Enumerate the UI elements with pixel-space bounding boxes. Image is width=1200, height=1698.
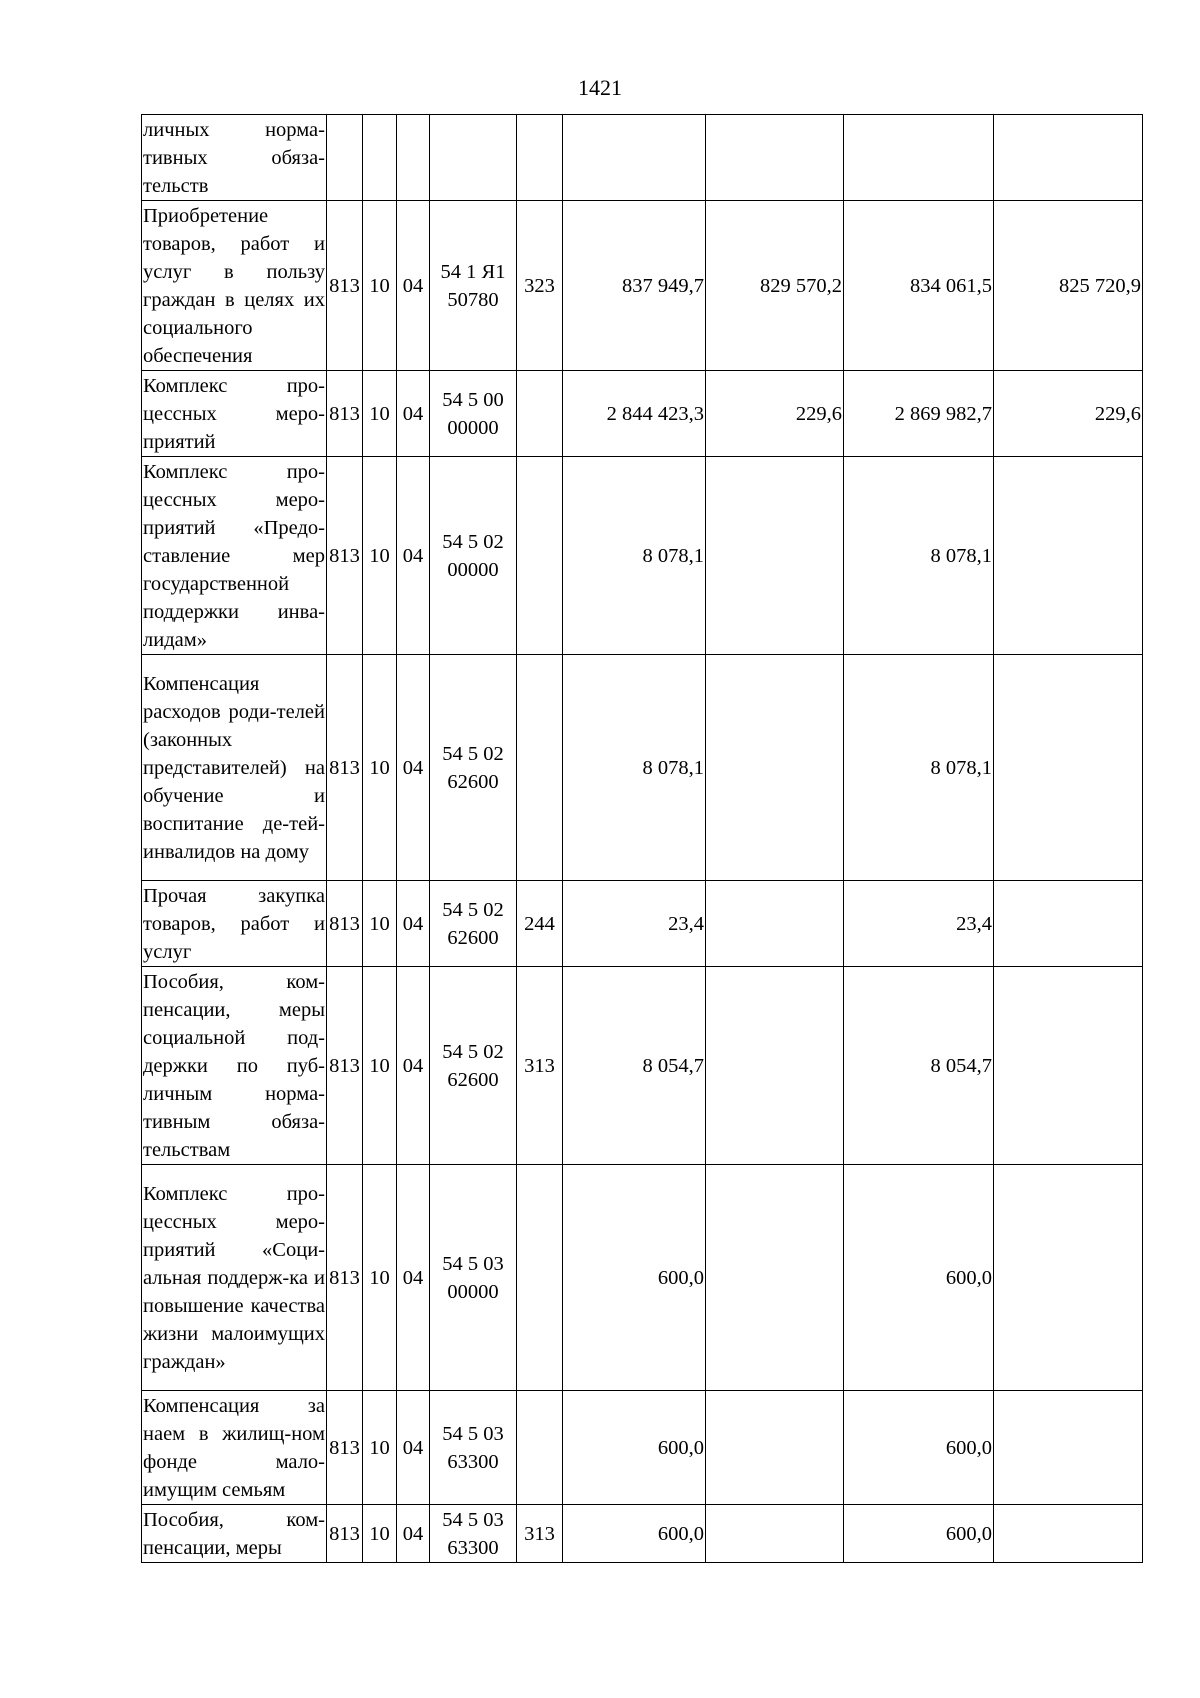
amount-2	[706, 115, 844, 201]
amount-2	[706, 881, 844, 967]
row-name: Пособия, ком-пенсации, меры социальной под-держки по пуб-личным норма-тивным обяза-тельствам	[142, 967, 327, 1165]
amount-1: 23,4	[563, 881, 706, 967]
target-article-code: 54 5 02 62600	[430, 655, 517, 881]
ministry-code: 813	[327, 1505, 363, 1563]
amount-4	[994, 967, 1143, 1165]
amount-3: 600,0	[844, 1165, 994, 1391]
table-row	[142, 655, 1143, 881]
budget-table	[141, 114, 1143, 1563]
amount-2: 829 570,2	[706, 201, 844, 371]
expense-type-code: 244	[517, 881, 563, 967]
amount-3: 834 061,5	[844, 201, 994, 371]
section-code: 10	[363, 967, 397, 1165]
amount-4	[994, 1391, 1143, 1505]
section-code: 10	[363, 457, 397, 655]
expense-type-code	[517, 1165, 563, 1391]
target-article-code: 54 5 02 62600	[430, 967, 517, 1165]
amount-2	[706, 1391, 844, 1505]
section-code: 10	[363, 881, 397, 967]
subsection-code: 04	[397, 881, 430, 967]
ministry-code: 813	[327, 1391, 363, 1505]
expense-type-code: 313	[517, 967, 563, 1165]
expense-type-code	[517, 457, 563, 655]
row-name: Приобретение товаров, работ и услуг в пользу граждан в целях их социального обеспечения	[142, 201, 327, 371]
row-name: Компенсация расходов роди-телей (законных представителей) на обучение и воспитание де-тей-инвалидов на дому	[142, 655, 327, 881]
target-article-code: 54 1 Я1 50780	[430, 201, 517, 371]
subsection-code: 04	[397, 201, 430, 371]
amount-4	[994, 655, 1143, 881]
row-name: Компенсация за наем в жилищ-ном фонде мало-имущим семьям	[142, 1391, 327, 1505]
amount-1	[563, 115, 706, 201]
row-name: личных норма-тивных обяза-тельств	[142, 115, 327, 201]
table-row	[142, 1391, 1143, 1505]
amount-1: 600,0	[563, 1391, 706, 1505]
amount-4	[994, 115, 1143, 201]
page-number: 1421	[578, 75, 622, 100]
target-article-code: 54 5 03 63300	[430, 1391, 517, 1505]
amount-3: 2 869 982,7	[844, 371, 994, 457]
expense-type-code: 313	[517, 1505, 563, 1563]
amount-4	[994, 881, 1143, 967]
table-row	[142, 115, 1143, 201]
ministry-code: 813	[327, 655, 363, 881]
subsection-code: 04	[397, 1505, 430, 1563]
amount-3	[844, 115, 994, 201]
amount-3: 600,0	[844, 1391, 994, 1505]
subsection-code: 04	[397, 967, 430, 1165]
amount-3: 8 078,1	[844, 457, 994, 655]
amount-2	[706, 1165, 844, 1391]
amount-1: 8 078,1	[563, 655, 706, 881]
section-code: 10	[363, 201, 397, 371]
table-row	[142, 1505, 1143, 1563]
amount-4: 825 720,9	[994, 201, 1143, 371]
subsection-code: 04	[397, 1391, 430, 1505]
table-row	[142, 1165, 1143, 1391]
subsection-code: 04	[397, 655, 430, 881]
section-code: 10	[363, 1165, 397, 1391]
target-article-code: 54 5 02 00000	[430, 457, 517, 655]
expense-type-code	[517, 115, 563, 201]
target-article-code	[430, 115, 517, 201]
amount-1: 2 844 423,3	[563, 371, 706, 457]
amount-1: 600,0	[563, 1505, 706, 1563]
amount-4	[994, 457, 1143, 655]
table-row	[142, 457, 1143, 655]
table-row	[142, 201, 1143, 371]
amount-3: 8 054,7	[844, 967, 994, 1165]
section-code: 10	[363, 655, 397, 881]
ministry-code: 813	[327, 201, 363, 371]
table-row	[142, 967, 1143, 1165]
subsection-code: 04	[397, 457, 430, 655]
ministry-code: 813	[327, 371, 363, 457]
amount-1: 8 054,7	[563, 967, 706, 1165]
amount-1: 600,0	[563, 1165, 706, 1391]
row-name: Комплекс про-цессных меро-приятий «Предо-ставление мер государственной поддержки инва-лидам»	[142, 457, 327, 655]
section-code	[363, 115, 397, 201]
row-name: Комплекс про-цессных меро-приятий	[142, 371, 327, 457]
section-code: 10	[363, 371, 397, 457]
amount-3: 8 078,1	[844, 655, 994, 881]
amount-2	[706, 655, 844, 881]
section-code: 10	[363, 1391, 397, 1505]
subsection-code: 04	[397, 1165, 430, 1391]
amount-2	[706, 457, 844, 655]
expense-type-code	[517, 1391, 563, 1505]
amount-2	[706, 1505, 844, 1563]
amount-2: 229,6	[706, 371, 844, 457]
row-name: Комплекс про-цессных меро-приятий «Соци-альная поддерж-ка и повышение качества жизни малоимущих граждан»	[142, 1165, 327, 1391]
amount-2	[706, 967, 844, 1165]
table-row	[142, 881, 1143, 967]
subsection-code	[397, 115, 430, 201]
amount-4: 229,6	[994, 371, 1143, 457]
ministry-code: 813	[327, 457, 363, 655]
ministry-code	[327, 115, 363, 201]
amount-3: 23,4	[844, 881, 994, 967]
amount-4	[994, 1505, 1143, 1563]
ministry-code: 813	[327, 1165, 363, 1391]
target-article-code: 54 5 03 00000	[430, 1165, 517, 1391]
target-article-code: 54 5 00 00000	[430, 371, 517, 457]
amount-3: 600,0	[844, 1505, 994, 1563]
target-article-code: 54 5 02 62600	[430, 881, 517, 967]
row-name: Прочая закупка товаров, работ и услуг	[142, 881, 327, 967]
section-code: 10	[363, 1505, 397, 1563]
ministry-code: 813	[327, 881, 363, 967]
target-article-code: 54 5 03 63300	[430, 1505, 517, 1563]
row-name: Пособия, ком-пенсации, меры	[142, 1505, 327, 1563]
amount-4	[994, 1165, 1143, 1391]
table-row	[142, 371, 1143, 457]
subsection-code: 04	[397, 371, 430, 457]
expense-type-code	[517, 655, 563, 881]
ministry-code: 813	[327, 967, 363, 1165]
amount-1: 8 078,1	[563, 457, 706, 655]
expense-type-code	[517, 371, 563, 457]
amount-1: 837 949,7	[563, 201, 706, 371]
expense-type-code: 323	[517, 201, 563, 371]
